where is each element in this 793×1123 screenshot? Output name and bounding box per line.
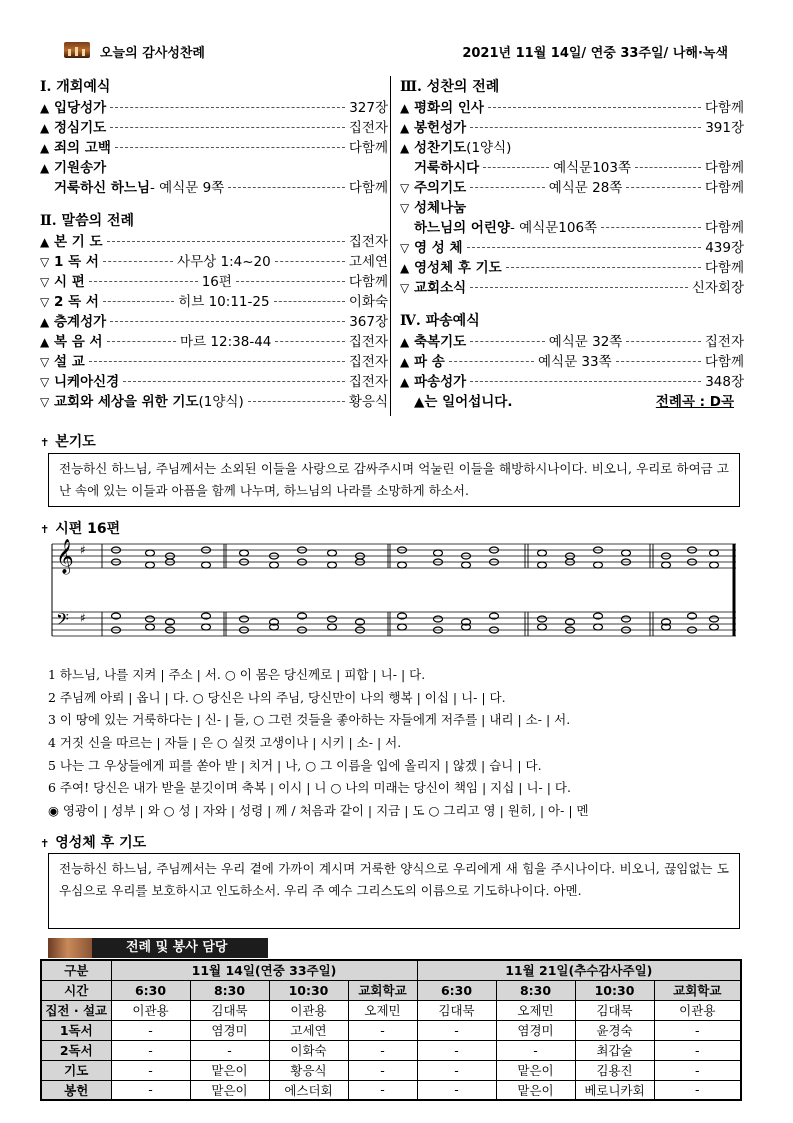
liturgy-item-detail: 예식문103쪽	[553, 160, 632, 176]
liturgy-item-value: 고세연	[348, 254, 388, 270]
left-section-title: Ⅰ. 개회예식	[40, 79, 111, 95]
posture-icon: ▽	[40, 375, 50, 389]
leader-dots	[483, 167, 549, 168]
liturgy-item-value: 집전자	[348, 334, 389, 350]
leader-dots	[470, 287, 688, 288]
leader-dots	[89, 281, 198, 282]
treble-clef-icon: 𝄞	[56, 539, 74, 574]
leader-dots	[470, 187, 545, 188]
liturgy-item-value: 이화숙	[348, 294, 388, 310]
note-head	[202, 624, 211, 630]
leader-dots	[275, 261, 345, 262]
liturgy-item-name: 층계성가	[54, 314, 107, 330]
cross-icon: ✝	[40, 837, 50, 850]
psalm-verse: 4 거짓 신을 따르는 | 자들 | 은 ○ 실컷 고생이나 | 시키 | 소- | 서.	[48, 735, 402, 751]
liturgy-item-name: 설 교	[54, 354, 85, 370]
schedule-cell: 맡은이	[190, 1060, 269, 1080]
schedule-cell: 김대묵	[190, 1000, 269, 1020]
note-head	[710, 562, 719, 568]
posture-icon: ▲	[400, 101, 410, 115]
liturgy-item	[40, 372, 388, 392]
note-head	[146, 616, 155, 622]
schedule-cell: -	[654, 1080, 741, 1100]
posture-icon: ▽	[40, 355, 50, 369]
liturgy-item-name: 시 편	[54, 274, 85, 290]
leader-dots	[115, 147, 345, 148]
liturgy-item	[400, 138, 744, 158]
note-head	[146, 624, 155, 630]
note-head	[240, 616, 249, 622]
liturgy-item-value: 집전자	[348, 234, 388, 250]
liturgy-item-value: 367장	[349, 314, 388, 330]
liturgy-item-detail: - 예식문106쪽	[510, 220, 598, 236]
note-head	[398, 624, 407, 630]
note-head	[270, 562, 279, 568]
note-head	[202, 562, 211, 568]
liturgy-item-name: 하느님의 어린양	[414, 220, 510, 236]
table-row	[41, 1000, 741, 1020]
liturgy-item-name: 니케아신경	[54, 374, 120, 390]
schedule-cell: 오제민	[496, 1000, 575, 1020]
posture-icon: ▲	[40, 235, 50, 249]
leader-dots	[103, 261, 173, 262]
posture-icon: ▲	[40, 335, 50, 349]
posture-icon: ▲	[400, 375, 410, 389]
cross-icon: ✝	[40, 436, 50, 449]
leader-dots	[470, 341, 545, 342]
bass-clef-icon: 𝄢	[56, 609, 69, 633]
liturgy-item-name: 본 기 도	[54, 234, 103, 250]
liturgy-item-detail: (1양식)	[466, 140, 512, 156]
collect-text: 전능하신 하느님, 주님께서는 소외된 이들을 사랑으로 감싸주시며 억눌린 이들을 해방하시나이다. 비오니, 우리로 하여금 고난 속에 있는 이들과 아픔을 함께 나누며, 하느님의 나라를 소망하게 하소서.	[48, 453, 740, 507]
note-head	[146, 550, 155, 556]
liturgy-item	[400, 198, 744, 218]
leader-dots	[506, 267, 701, 268]
liturgy-item-detail: 사무상 1:4~20	[177, 254, 271, 270]
leader-dots	[626, 341, 701, 342]
liturgy-item-value: 391장	[705, 120, 744, 136]
liturgy-item-name: 축복기도	[414, 334, 467, 350]
schedule-cell: 고세연	[269, 1020, 348, 1040]
schedule-cell: -	[417, 1040, 496, 1060]
schedule-role: 2독서	[41, 1040, 111, 1060]
schedule-cell: 김대묵	[575, 1000, 654, 1020]
leader-dots	[470, 381, 701, 382]
schedule-time: 10:30	[575, 980, 654, 1000]
liturgy-item-value: 다함께	[704, 100, 744, 116]
leader-dots	[107, 341, 177, 342]
liturgy-item	[400, 332, 744, 352]
post-communion-text: 전능하신 하느님, 주님께서는 우리 곁에 가까이 계시며 거룩한 양식으로 우리에게 새 힘을 주시나이다. 비오니, 끊임없는 도우심으로 우리를 보호하시고 인도하소서. 우리 주 예수 그리스도의 이름으로 기도하나이다. 아멘.	[48, 853, 740, 929]
liturgy-item-name: 교회소식	[414, 280, 467, 296]
posture-icon: ▲	[400, 261, 410, 275]
schedule-cell: 황응식	[269, 1060, 348, 1080]
bulletin-title: 오늘의 감사성찬례	[100, 46, 205, 61]
schedule-cell: -	[417, 1020, 496, 1040]
order-column-right	[400, 76, 744, 420]
leader-dots	[123, 381, 345, 382]
schedule-cell: -	[111, 1060, 190, 1080]
schedule-cell: -	[190, 1040, 269, 1060]
table-row	[41, 1060, 741, 1080]
schedule-cell: 이화숙	[269, 1040, 348, 1060]
note-head	[328, 562, 337, 568]
leader-dots	[110, 321, 345, 322]
liturgy-item	[40, 392, 388, 412]
schedule-cell: 염경미	[496, 1020, 575, 1040]
liturgy-item	[40, 252, 388, 272]
liturgy-item	[400, 372, 744, 392]
schedule-week-2: 11월 21일(추수감사주일)	[417, 960, 741, 980]
liturgy-item-name: 영성체 후 기도	[414, 260, 502, 276]
right-section-title: Ⅲ. 성찬의 전례	[400, 79, 500, 95]
liturgy-item-name: 복 음 서	[54, 334, 103, 350]
psalm-verse: 1 하느님, 나를 지켜 | 주소 | 서. ○ 이 몸은 당신께로 | 피합 | 니- | 다.	[48, 667, 426, 682]
liturgy-item	[40, 158, 388, 178]
schedule-col-label: 구분	[41, 960, 111, 980]
note-head	[538, 550, 547, 556]
leader-dots	[228, 187, 345, 188]
posture-icon: ▲	[400, 141, 410, 155]
cross-icon: ✝	[40, 523, 50, 536]
schedule-cell: 김용진	[575, 1060, 654, 1080]
psalm-verse: ◉ 영광이 | 성부 | 와 ○ 성 | 자와 | 성령 | 께 / 처음과 같이 | 지금 | 도 ○ 그리고 영 | 원히, | 아- | 멘	[48, 803, 589, 819]
posture-icon: ▽	[40, 295, 50, 309]
note-head	[328, 624, 337, 630]
leader-dots	[103, 301, 174, 302]
posture-icon: ▲	[40, 141, 50, 155]
liturgy-item-name: 거룩하신 하느님	[54, 180, 150, 196]
schedule-cell: -	[654, 1060, 741, 1080]
schedule-cell: 윤경숙	[575, 1020, 654, 1040]
schedule-role: 기도	[41, 1060, 111, 1080]
posture-icon: ▽	[40, 255, 50, 269]
schedule-role: 봉헌	[41, 1080, 111, 1100]
liturgy-item	[40, 98, 388, 118]
liturgy-item-name: 성체나눔	[414, 200, 467, 216]
schedule-cell: 오제민	[348, 1000, 417, 1020]
schedule-heading: 전례 및 봉사 담당	[48, 938, 268, 958]
schedule-cell: 김대묵	[417, 1000, 496, 1020]
service-date: 2021년 11월 14일/ 연중 33주일/ 나해·녹색	[462, 46, 728, 61]
schedule-cell: -	[111, 1020, 190, 1040]
liturgy-item-value: 327장	[349, 100, 388, 116]
liturgy-item-value: 다함께	[348, 180, 388, 196]
liturgy-item-name: 파 송	[414, 354, 445, 370]
mass-setting: 전례곡 : D곡	[655, 394, 734, 410]
liturgy-item-name: 파송성가	[414, 374, 467, 390]
schedule-cell: -	[417, 1080, 496, 1100]
schedule-cell: -	[348, 1080, 417, 1100]
liturgy-item	[40, 292, 388, 312]
posture-icon: ▲	[40, 121, 50, 135]
schedule-cell: -	[348, 1040, 417, 1060]
posture-icon: ▲	[400, 335, 410, 349]
liturgy-item-value: 다함께	[704, 160, 744, 176]
schedule-cell: 이관용	[654, 1000, 741, 1020]
liturgy-item-detail: 16편	[201, 274, 232, 290]
posture-icon: ▲	[40, 315, 50, 329]
key-signature-icon: ♯	[80, 543, 86, 557]
schedule-time: 교회학교	[654, 980, 741, 1000]
schedule-cell: -	[111, 1080, 190, 1100]
note-head	[146, 562, 155, 568]
leader-dots	[236, 281, 345, 282]
schedule-time: 교회학교	[348, 980, 417, 1000]
schedule-cell: -	[496, 1040, 575, 1060]
liturgy-item	[400, 158, 744, 178]
note-head	[710, 616, 719, 622]
schedule-cell: 맡은이	[190, 1080, 269, 1100]
leader-dots	[275, 341, 345, 342]
leader-dots	[110, 107, 345, 108]
liturgy-item-value: 다함께	[704, 180, 744, 196]
liturgy-item-value: 다함께	[348, 140, 388, 156]
liturgy-item	[40, 332, 388, 352]
liturgy-item-value: 다함께	[704, 220, 744, 236]
schedule-cell: 염경미	[190, 1020, 269, 1040]
liturgy-item	[40, 138, 388, 158]
note-head	[462, 562, 471, 568]
schedule-cell: 맡은이	[496, 1080, 575, 1100]
note-head	[594, 624, 603, 630]
liturgy-item-name: 죄의 고백	[54, 140, 111, 156]
liturgy-item-detail: 마르 12:38-44	[180, 334, 272, 350]
order-of-service	[40, 76, 744, 420]
schedule-cell: 베로니카회	[575, 1080, 654, 1100]
posture-icon: ▽	[40, 395, 50, 409]
leader-dots	[467, 247, 702, 248]
leader-dots	[110, 127, 345, 128]
bulletin-header	[60, 40, 740, 64]
schedule-time-label: 시간	[41, 980, 111, 1000]
liturgy-item	[40, 178, 388, 198]
psalm-verse: 3 이 땅에 있는 거룩하다는 | 신- | 들, ○ 그런 것들을 좋아하는 자들에게 저주를 | 내리 | 소- | 서.	[48, 712, 571, 728]
posture-icon: ▲	[40, 101, 50, 115]
liturgy-item-detail: 예식문 28쪽	[548, 180, 623, 196]
posture-icon: ▲	[400, 355, 410, 369]
liturgy-item	[40, 118, 388, 138]
posture-icon: ▲	[40, 161, 50, 175]
note-head	[434, 550, 443, 556]
liturgy-item	[400, 258, 744, 278]
liturgy-item-name: 주의기도	[414, 180, 467, 196]
column-divider	[390, 76, 391, 416]
liturgy-item	[400, 98, 744, 118]
left-section-title: Ⅱ. 말씀의 전례	[40, 213, 135, 229]
liturgy-item-name: 영 성 체	[414, 240, 463, 256]
schedule-cell: -	[348, 1060, 417, 1080]
liturgy-item-detail: (1양식)	[198, 394, 244, 410]
leader-dots	[449, 361, 534, 362]
leader-dots	[488, 107, 701, 108]
liturgy-item-name: 기원송가	[54, 160, 107, 176]
schedule-role: 1독서	[41, 1020, 111, 1040]
note-head	[398, 562, 407, 568]
church-logo-icon	[64, 42, 90, 58]
liturgy-item	[400, 238, 744, 258]
liturgy-item-value: 348장	[705, 374, 744, 390]
note-head	[662, 562, 671, 568]
key-signature-icon: ♯	[80, 611, 86, 625]
liturgy-item-name: 입당성가	[54, 100, 107, 116]
psalm-verse: 2 주님께 아뢰 | 옵니 | 다. ○ 당신은 나의 주님, 당신만이 나의 행복 | 이십 | 니- | 다.	[48, 689, 506, 705]
leader-dots	[616, 361, 701, 362]
psalm-text	[48, 664, 748, 823]
leader-dots	[107, 241, 345, 242]
liturgy-item-name: 교회와 세상을 위한 기도	[54, 394, 199, 410]
schedule-time: 6:30	[111, 980, 190, 1000]
schedule-cell: 최갑술	[575, 1040, 654, 1060]
liturgy-item-detail: 예식문 33쪽	[538, 354, 612, 370]
liturgy-item-name: 정심기도	[54, 120, 107, 136]
liturgy-item-value: 다함께	[704, 354, 744, 370]
liturgy-item-detail: - 예식문 9쪽	[150, 180, 225, 196]
liturgy-item-name: 평화의 인사	[414, 100, 484, 116]
schedule-cell: -	[417, 1060, 496, 1080]
posture-icon: ▲	[400, 121, 410, 135]
liturgy-item-value: 다함께	[704, 260, 744, 276]
church-photo-icon	[48, 938, 92, 958]
liturgy-item-value: 신자회장	[691, 280, 744, 296]
note-head	[622, 616, 631, 622]
note-head	[538, 562, 547, 568]
liturgy-item-name: 1 독 서	[54, 254, 99, 270]
psalm-verse: 6 주여! 당신은 내가 받을 분깃이며 축복 | 이시 | 니 ○ 나의 미래는 당신이 책임 | 지십 | 니- | 다.	[48, 780, 571, 796]
schedule-role: 집전 · 설교	[41, 1000, 111, 1020]
posture-icon: ▽	[400, 281, 410, 295]
post-communion-heading: ✝ 영성체 후 기도	[40, 835, 147, 851]
liturgy-item-value: 집전자	[704, 334, 744, 350]
posture-icon: ▽	[400, 241, 410, 255]
posture-icon: ▽	[400, 201, 410, 215]
schedule-cell: 이관용	[111, 1000, 190, 1020]
schedule-cell: 이관용	[269, 1000, 348, 1020]
note-head	[328, 550, 337, 556]
schedule-cell: -	[111, 1040, 190, 1060]
liturgy-item-name: 봉헌성가	[414, 120, 467, 136]
order-column-left	[40, 76, 388, 420]
liturgy-item-detail: 히브 10:11-25	[178, 294, 270, 310]
liturgy-item	[400, 352, 744, 372]
schedule-cell: 맡은이	[496, 1060, 575, 1080]
posture-icon: ▽	[400, 181, 410, 195]
collect-heading: ✝ 본기도	[40, 434, 96, 450]
psalm-chant-score	[50, 536, 740, 660]
schedule-cell: 에스더회	[269, 1080, 348, 1100]
liturgy-item-name: 2 독 서	[54, 294, 99, 310]
note-head	[710, 624, 719, 630]
schedule-time: 8:30	[190, 980, 269, 1000]
leader-dots	[470, 127, 701, 128]
leader-dots	[601, 227, 701, 228]
liturgy-item	[400, 218, 744, 238]
table-row	[41, 1040, 741, 1060]
schedule-week-1: 11월 14일(연중 33주일)	[111, 960, 417, 980]
schedule-time: 8:30	[496, 980, 575, 1000]
posture-icon: ▽	[40, 275, 50, 289]
liturgy-item-value: 집전자	[348, 354, 388, 370]
liturgy-item-value: 439장	[705, 240, 744, 256]
note-head	[538, 616, 547, 622]
leader-dots	[248, 401, 345, 402]
leader-dots	[89, 361, 345, 362]
note-head	[240, 550, 249, 556]
liturgy-item	[40, 352, 388, 372]
schedule-time: 10:30	[269, 980, 348, 1000]
note-head	[622, 550, 631, 556]
liturgy-item-detail: 예식문 32쪽	[548, 334, 623, 350]
schedule-cell: -	[654, 1040, 741, 1060]
note-head	[328, 616, 337, 622]
liturgy-item-value: 집전자	[348, 120, 388, 136]
leader-dots	[274, 301, 345, 302]
note-head	[594, 562, 603, 568]
ministry-schedule-table	[40, 959, 742, 1101]
liturgy-item-value: 황응식	[348, 394, 388, 410]
table-row	[41, 1080, 741, 1100]
psalm-verse: 5 나는 그 우상들에게 피를 쏟아 받 | 치거 | 나, ○ 그 이름을 입에 올리지 | 않겠 | 습니 | 다.	[48, 757, 542, 773]
note-head	[538, 624, 547, 630]
psalm-heading: ✝ 시편 16편	[40, 521, 121, 537]
schedule-cell: -	[348, 1020, 417, 1040]
schedule-cell: -	[654, 1020, 741, 1040]
liturgy-item	[40, 272, 388, 292]
liturgy-item	[400, 278, 744, 298]
liturgy-item	[400, 178, 744, 198]
liturgy-item-value: 집전자	[348, 374, 388, 390]
stand-note: ▲는 일어섭니다.	[414, 394, 513, 410]
note-head	[434, 616, 443, 622]
schedule-time: 6:30	[417, 980, 496, 1000]
liturgy-item	[400, 118, 744, 138]
right-section-title: Ⅳ. 파송예식	[400, 313, 480, 329]
note-head	[710, 550, 719, 556]
posture-note	[400, 392, 744, 412]
liturgy-item-value: 다함께	[348, 274, 388, 290]
liturgy-item-name: 거룩하시다	[414, 160, 480, 176]
liturgy-item-name: 성찬기도	[414, 140, 467, 156]
liturgy-item	[40, 232, 388, 252]
table-row	[41, 1020, 741, 1040]
leader-dots	[635, 167, 701, 168]
liturgy-item	[40, 312, 388, 332]
leader-dots	[626, 187, 701, 188]
